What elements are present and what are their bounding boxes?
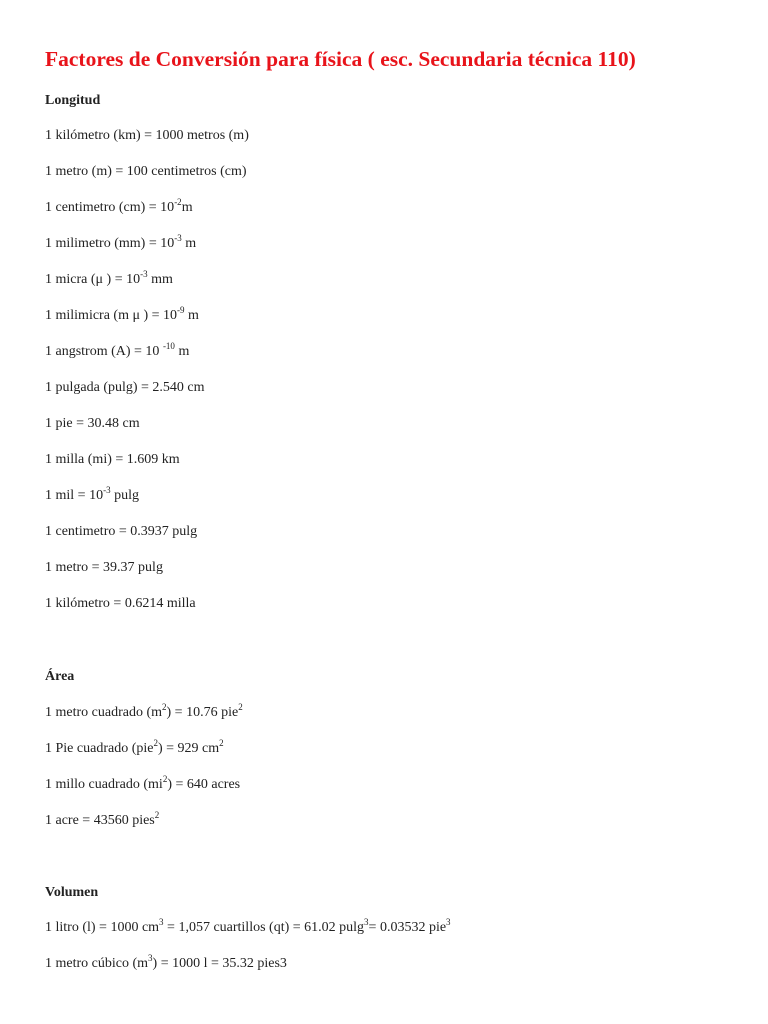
line-text: 1 centimetro (cm) = 10	[45, 200, 175, 215]
exponent: 3	[159, 917, 164, 927]
line-text: 1 kilómetro (km) = 1000 metros (m)	[45, 128, 249, 143]
conversion-line	[45, 596, 196, 612]
line-text: 1 kilómetro = 0.6214 milla	[45, 596, 196, 611]
line-text: 1 milimetro (mm) = 10	[45, 236, 175, 251]
conversion-line	[45, 128, 249, 144]
line-text: mm	[147, 272, 173, 287]
line-text: ) = 1000 l = 35.32 pies3	[152, 956, 287, 971]
line-text: m	[181, 200, 193, 215]
conversion-line	[45, 416, 140, 432]
line-text: m	[181, 236, 197, 251]
exponent: 3	[148, 953, 153, 963]
section-heading-longitud: Longitud	[45, 93, 101, 108]
section-heading-area: Área	[45, 669, 75, 684]
conversion-line	[45, 810, 160, 829]
exponent: -10	[162, 341, 175, 351]
line-text: ) = 10.76 pie	[166, 705, 239, 720]
exponent: 2	[238, 702, 243, 712]
exponent: -3	[140, 269, 148, 279]
line-text: ) = 929 cm	[157, 741, 220, 756]
exponent: -3	[174, 233, 182, 243]
exponent: 2	[162, 702, 167, 712]
line-text: = 1,057 cuartillos (qt) = 61.02 pulg	[163, 920, 365, 935]
exponent: 3	[446, 917, 451, 927]
line-text: 1 pulgada (pulg) = 2.540 cm	[45, 380, 205, 395]
line-text: = 0.03532 pie	[368, 920, 447, 935]
line-text: ) = 640 acres	[167, 777, 241, 792]
conversion-line	[45, 380, 205, 396]
line-text: 1 milla (mi) = 1.609 km	[45, 452, 180, 467]
exponent: 3	[364, 917, 369, 927]
conversion-line	[45, 917, 451, 936]
line-text: m	[184, 308, 199, 323]
conversion-line	[45, 197, 193, 216]
line-text: 1 angstrom (A) = 10	[45, 344, 163, 359]
conversion-line	[45, 233, 197, 252]
line-text: 1 acre = 43560 pies	[45, 813, 155, 828]
conversion-line	[45, 269, 173, 288]
conversion-line	[45, 341, 190, 360]
exponent: 2	[162, 774, 168, 784]
line-text: 1 metro cuadrado (m	[45, 705, 163, 720]
line-text: 1 centimetro = 0.3937 pulg	[45, 524, 198, 539]
line-text: 1 mil = 10	[45, 488, 104, 503]
exponent: 2	[154, 810, 160, 820]
line-text: 1 millo cuadrado (mi	[45, 777, 163, 792]
exponent: -2	[174, 197, 182, 207]
line-text: 1 micra (μ ) = 10	[45, 272, 141, 287]
document-title: Factores de Conversión para física ( esc. Secundaria técnica 110)	[45, 47, 636, 71]
conversion-line	[45, 164, 247, 180]
conversion-line	[45, 524, 197, 540]
conversion-line	[45, 953, 287, 972]
line-text: 1 milimicra (m μ ) = 10	[45, 308, 178, 323]
line-text: 1 metro (m) = 100 centimetros (cm)	[45, 164, 247, 179]
line-text: 1 metro cúbico (m	[45, 956, 149, 971]
line-text: 1 Pie cuadrado (pie	[45, 741, 154, 756]
section-heading-volumen: Volumen	[45, 885, 99, 900]
conversion-line	[45, 485, 139, 504]
exponent: 2	[219, 738, 224, 748]
conversion-line	[45, 560, 163, 576]
exponent: 2	[153, 738, 158, 748]
conversion-line	[45, 702, 243, 721]
line-text: 1 litro (l) = 1000 cm	[45, 920, 160, 935]
conversion-line	[45, 305, 199, 324]
conversion-line	[45, 738, 224, 757]
conversion-line	[45, 452, 180, 468]
line-text: 1 pie = 30.48 cm	[45, 416, 140, 431]
line-text: 1 metro = 39.37 pulg	[45, 560, 163, 575]
exponent: -9	[177, 305, 185, 315]
exponent: -3	[103, 485, 111, 495]
line-text: m	[174, 344, 190, 359]
conversion-line	[45, 774, 241, 793]
line-text: pulg	[110, 488, 139, 503]
